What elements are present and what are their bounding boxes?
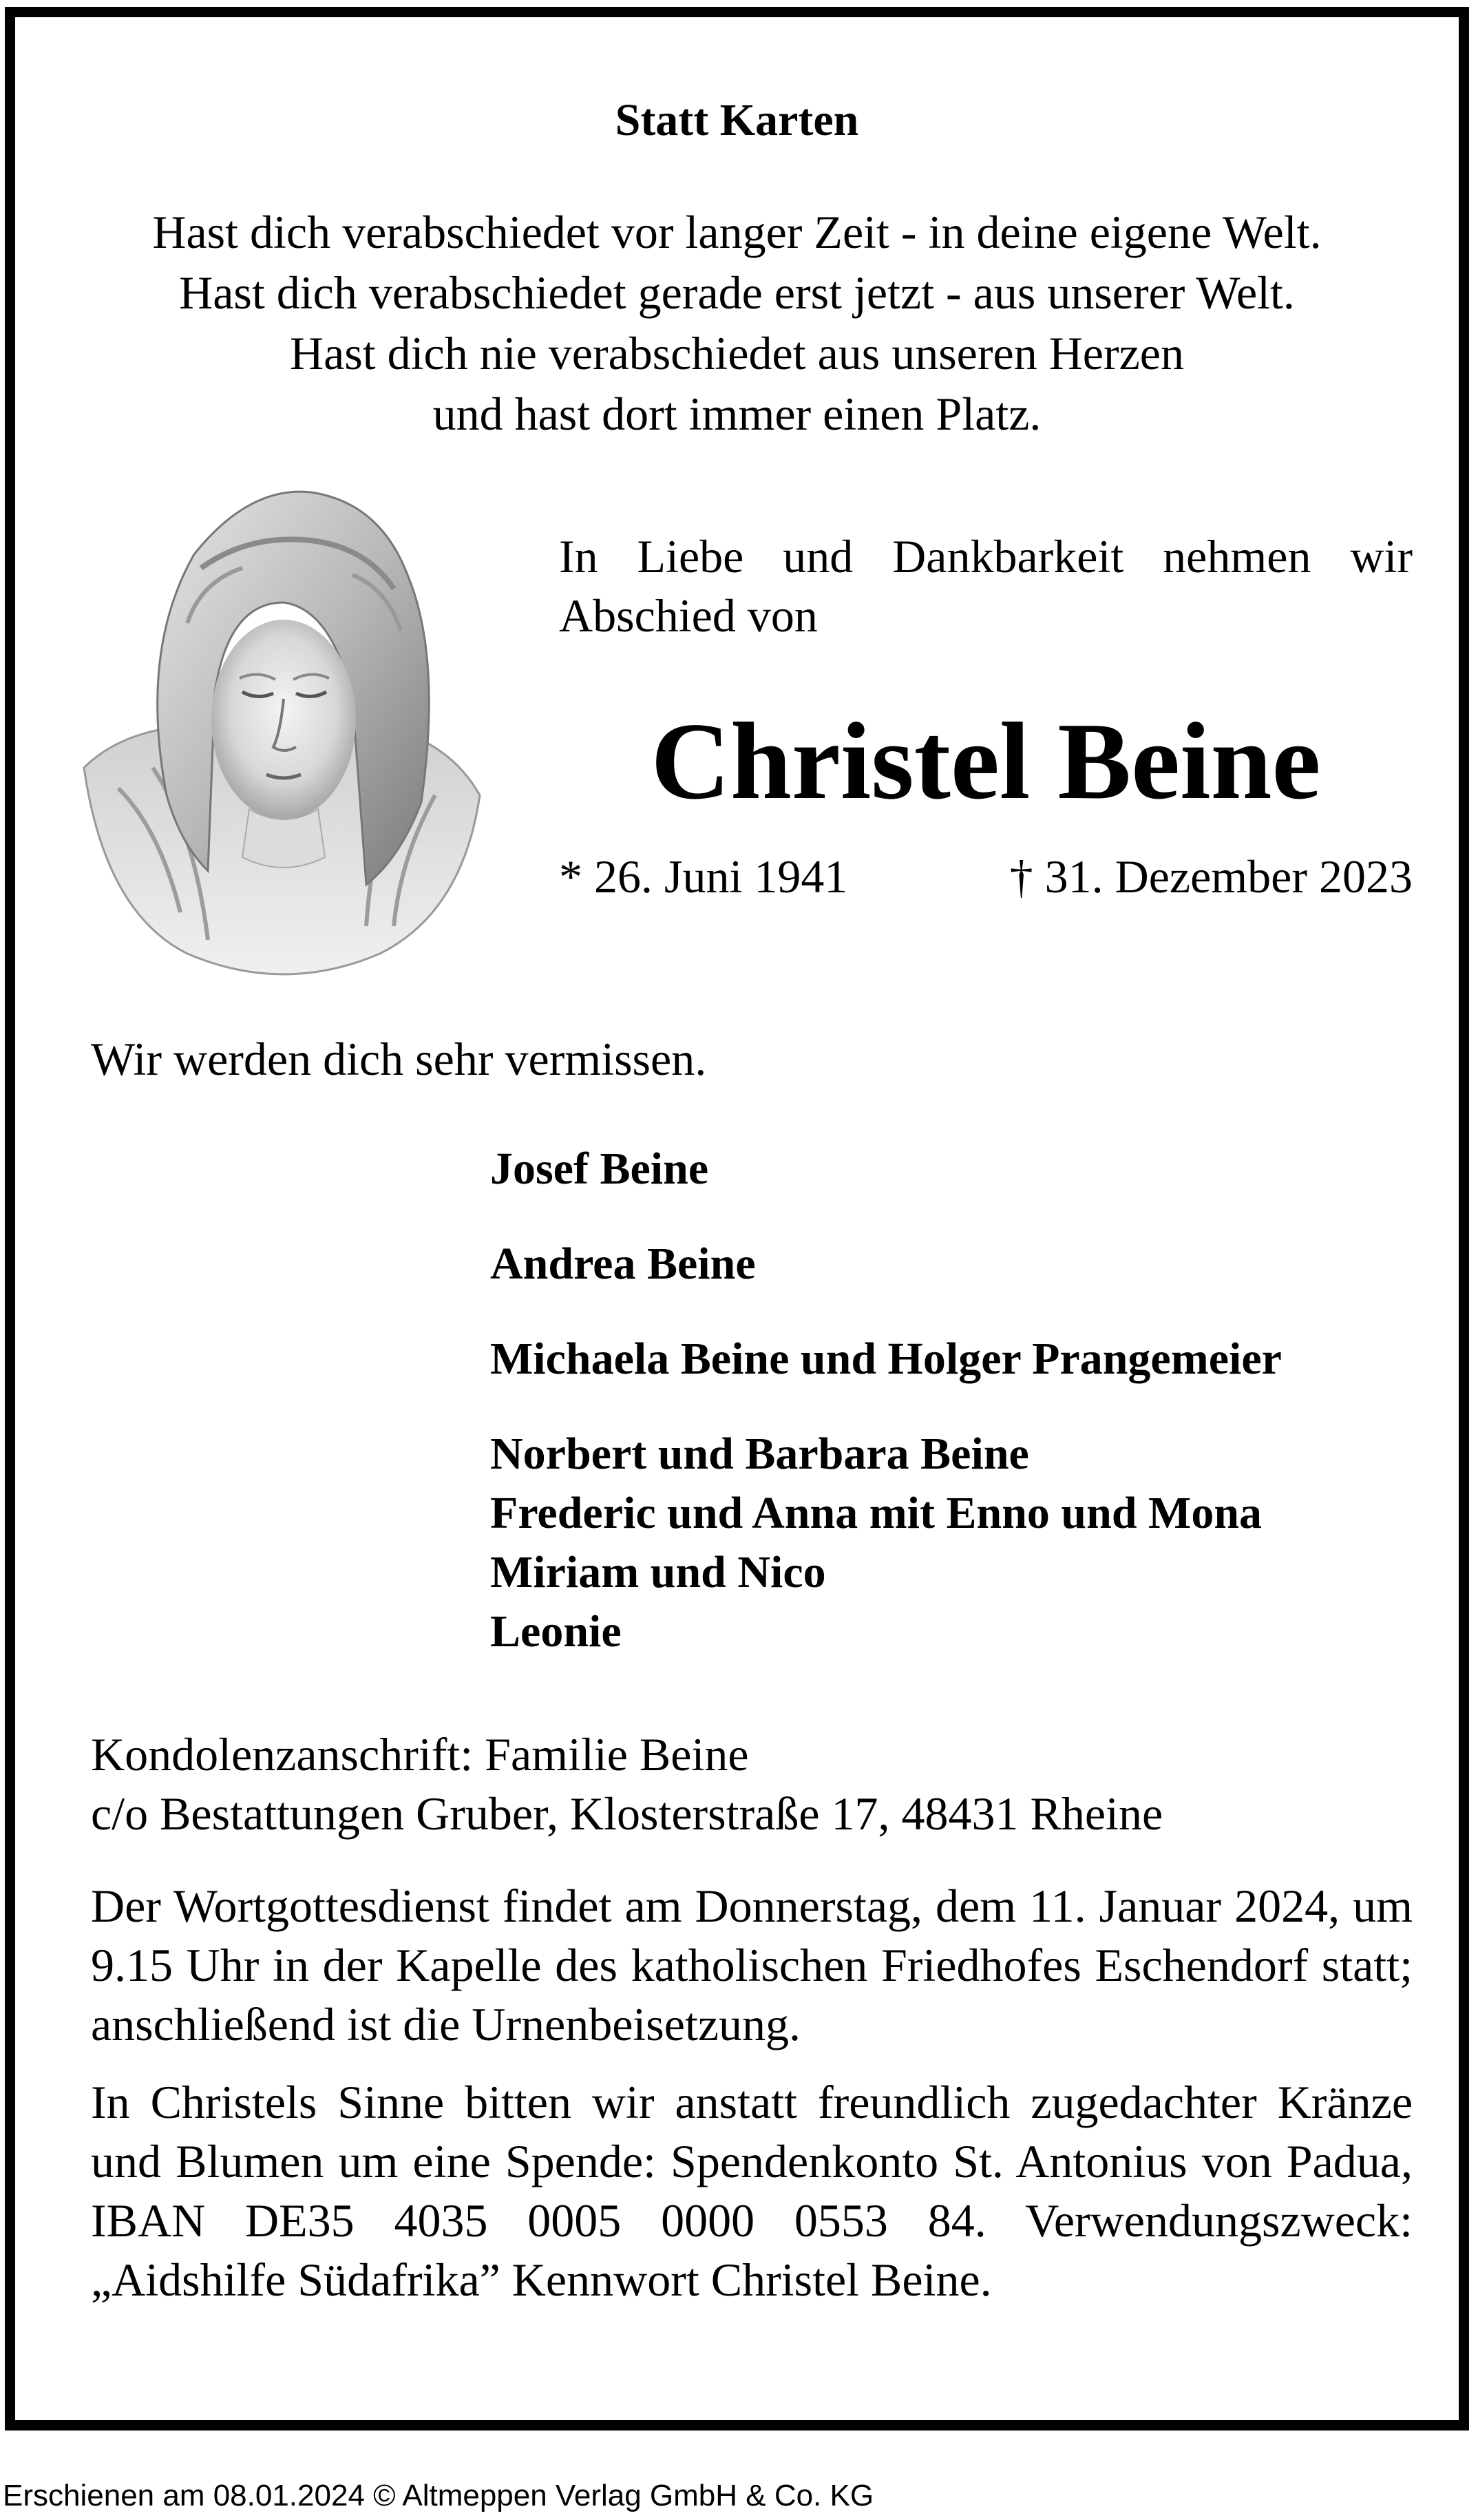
birth-date: * 26. Juni 1941	[559, 850, 848, 903]
obituary-notice	[5, 7, 1469, 2430]
poem-line: Hast dich nie verabschiedet aus unseren Herzen	[289, 327, 1184, 379]
condolence-line: c/o Bestattungen Gruber, Klosterstraße 17, 48431 Rheine	[91, 1787, 1163, 1840]
mourner: Frederic und Anna mit Enno und Mona	[490, 1488, 1263, 1538]
poem-line: und hast dort immer einen Platz.	[432, 388, 1042, 440]
intro-text: In Liebe und Dankbarkeit nehmen wir Abschied von	[559, 530, 1413, 642]
mourner: Miriam und Nico	[490, 1547, 826, 1597]
mourner: Michaela Beine und Holger Prangemeier	[490, 1334, 1282, 1384]
death-date: † 31. Dezember 2023	[1009, 850, 1413, 903]
mourner: Josef Beine	[490, 1144, 709, 1194]
notice-heading: Statt Karten	[615, 95, 859, 145]
poem-line: Hast dich verabschiedet gerade erst jetzt - aus unserer Welt.	[179, 266, 1295, 319]
service-paragraph: Der Wortgottesdienst findet am Donnerstag, dem 11. Januar 2024, um 9.15 Uhr in der Kapelle des katholischen Friedhofes Eschendorf statt; anschließend ist die Urnenbeisetzung.	[91, 1880, 1413, 2050]
mourner: Leonie	[490, 1606, 622, 1657]
mourner-group	[490, 1425, 1282, 1661]
mourner: Andrea Beine	[490, 1239, 756, 1289]
mourner: Norbert und Barbara Beine	[490, 1429, 1029, 1479]
life-dates	[559, 847, 1413, 906]
donation-paragraph: In Christels Sinne bitten wir anstatt freundlich zugedachter Kränze und Blumen um eine Spende: Spendenkonto St. Antonius von Padua, IBAN DE35 4035 0005 0000 0553 84. Verwendungszweck: „Aidshilfe Südafrika” Kennwort Christel Beine.	[91, 2076, 1413, 2306]
miss-line: Wir werden dich sehr vermissen.	[91, 1033, 707, 1085]
publication-footer: Erschienen am 08.01.2024 © Altmeppen Verlag GmbH & Co. KG	[3, 2479, 874, 2512]
condolence-line: Kondolenzanschrift: Familie Beine	[91, 1728, 749, 1781]
condolence-address	[91, 1725, 1163, 1843]
deceased-name: Christel Beine	[651, 700, 1321, 822]
poem-line: Hast dich verabschiedet vor langer Zeit - in deine eigene Welt.	[152, 206, 1322, 258]
madonna-portrait-icon	[77, 472, 483, 978]
poem	[15, 202, 1459, 444]
mourners-list	[490, 1140, 1282, 1661]
